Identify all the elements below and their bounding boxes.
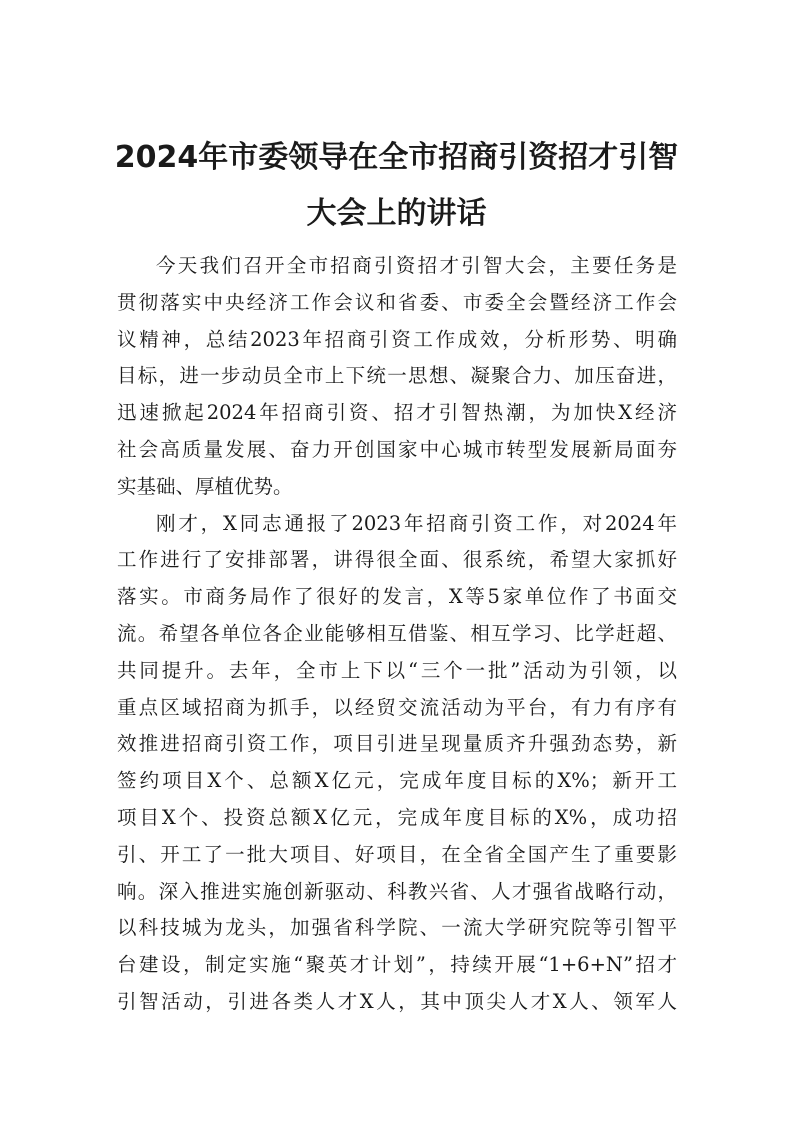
paragraph-line: 社会高质量发展、奋力开创国家中心城市转型发展新局面夯 xyxy=(117,437,677,461)
paragraph-line: 贯彻落实中央经济工作会议和省委、市委全会暨经济工作会 xyxy=(117,290,677,314)
document-body xyxy=(117,248,677,1021)
paragraph-1 xyxy=(117,248,677,506)
paragraph-line: 响。深入推进实施创新驱动、科教兴省、人才强省战略行动， xyxy=(117,879,677,903)
paragraph-2 xyxy=(117,506,677,1021)
document-title-line-1: 2024年市委领导在全市招商引资招才引智 xyxy=(114,140,679,175)
paragraph-line: 刚才，X同志通报了2023年招商引资工作，对2024年 xyxy=(156,511,677,535)
paragraph-line: 迅速掀起2024年招商引资、招才引智热潮，为加快X经济 xyxy=(117,401,677,425)
paragraph-line: 重点区域招商为抓手，以经贸交流活动为平台，有力有序有 xyxy=(117,695,677,719)
paragraph-line: 实基础、厚植优势。 xyxy=(117,474,293,498)
paragraph-line: 项目X个、投资总额X亿元，完成年度目标的X%，成功招 xyxy=(117,805,677,829)
paragraph-line: 签约项目X个、总额X亿元，完成年度目标的X%；新开工 xyxy=(117,769,677,793)
paragraph-line: 效推进招商引资工作，项目引进呈现量质齐升强劲态势，新 xyxy=(117,732,677,756)
paragraph-line: 今天我们召开全市招商引资招才引智大会，主要任务是 xyxy=(156,254,677,277)
paragraph-line: 以科技城为龙头，加强省科学院、一流大学研究院等引智平 xyxy=(117,916,677,940)
paragraph-line: 流。希望各单位各企业能够相互借鉴、相互学习、比学赶超、 xyxy=(117,621,677,645)
paragraph-line: 议精神，总结2023年招商引资工作成效，分析形势、明确 xyxy=(117,327,677,351)
document-title-line-2: 大会上的讲话 xyxy=(306,196,487,231)
paragraph-line: 引智活动，引进各类人才X人，其中顶尖人才X人、领军人 xyxy=(117,989,677,1013)
paragraph-line: 引、开工了一批大项目、好项目，在全省全国产生了重要影 xyxy=(117,842,677,866)
paragraph-line: 落实。市商务局作了很好的发言，X等5家单位作了书面交 xyxy=(117,585,677,609)
paragraph-line: 目标，进一步动员全市上下统一思想、凝聚合力、加压奋进， xyxy=(117,364,677,388)
paragraph-line: 工作进行了安排部署，讲得很全面、很系统，希望大家抓好 xyxy=(117,548,677,572)
paragraph-line: 共同提升。去年，全市上下以“三个一批”活动为引领，以 xyxy=(117,658,677,682)
paragraph-line: 台建设，制定实施“聚英才计划”，持续开展“1+6+N”招才 xyxy=(117,953,677,977)
